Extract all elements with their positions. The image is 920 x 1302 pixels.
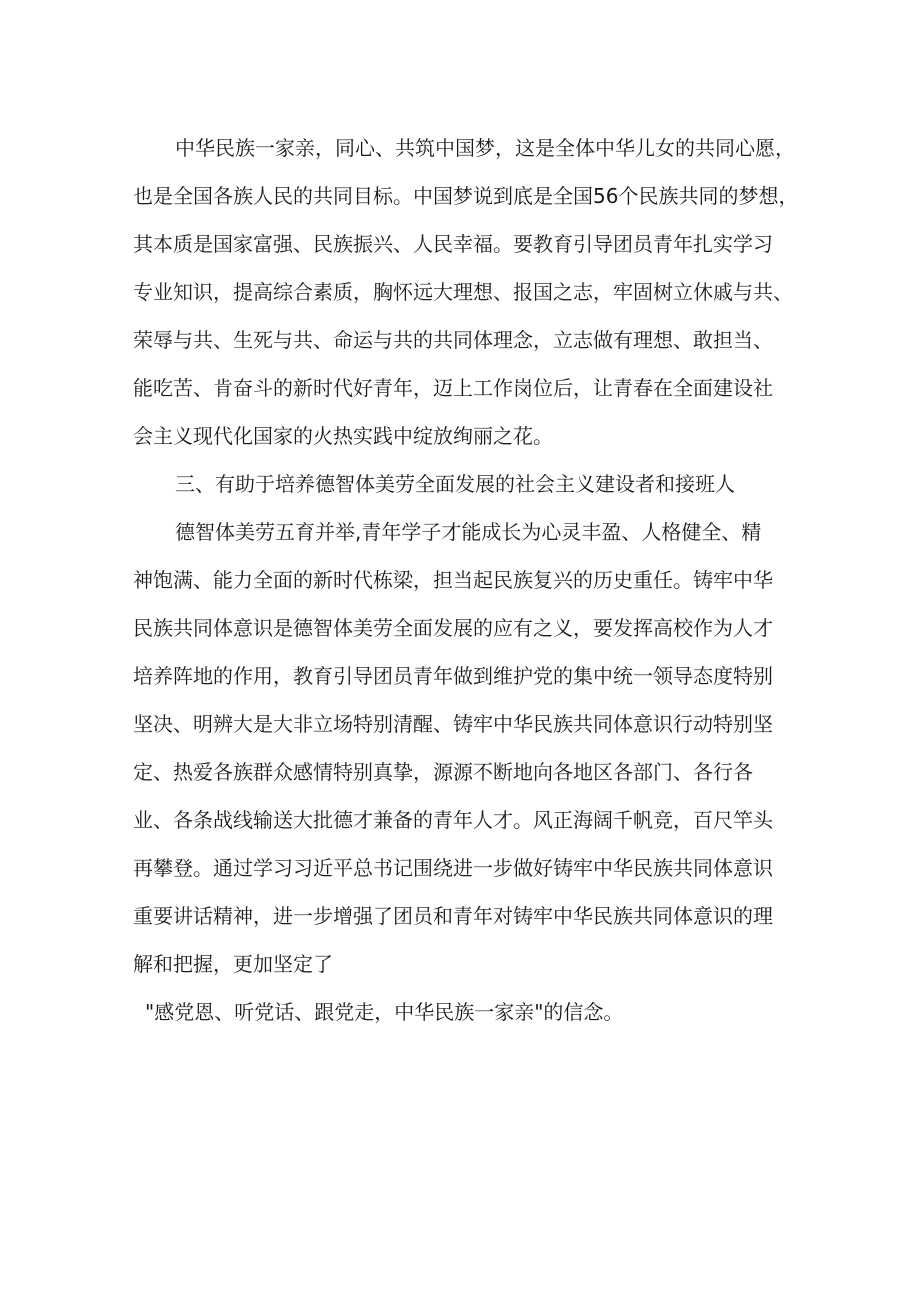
paragraph-2-line-6: 定、热爱各族群众感情特别真挚，源源不断地向各地区各部门、各行各: [133, 760, 753, 784]
paragraph-2-line-1: 德智体美劳五育并举,青年学子才能成长为心灵丰盈、人格健全、精: [175, 520, 762, 544]
section-heading: 三、有助于培养德智体美劳全面发展的社会主义建设者和接班人: [175, 472, 735, 496]
paragraph-2-line-9: 重要讲话精神，进一步增强了团员和青年对铸牢中华民族共同体意识的理: [133, 904, 773, 928]
paragraph-2-line-5: 坚决、明辨大是大非立场特别清醒、铸牢中华民族共同体意识行动特别坚: [133, 712, 773, 736]
paragraph-1-line-1: 中华民族一家亲，同心、共筑中国梦，这是全体中华儿女的共同心愿，: [175, 136, 795, 160]
paragraph-1-line-3: 其本质是国家富强、民族振兴、人民幸福。要教育引导团员青年扎实学习: [133, 232, 773, 256]
paragraph-1-line-5: 荣辱与共、生死与共、命运与共的共同体理念，立志做有理想、敢担当、: [133, 328, 773, 352]
paragraph-2-line-10: 解和把握，更加坚定了: [133, 952, 333, 976]
paragraph-1-line-2: 也是全国各族人民的共同目标。中国梦说到底是全国56个民族共同的梦想，: [133, 184, 799, 208]
paragraph-2-line-7: 业、各条战线输送大批德才兼备的青年人才。风正海阔千帆竞，百尺竿头: [133, 808, 773, 832]
paragraph-2-line-3: 民族共同体意识是德智体美劳全面发展的应有之义，要发挥高校作为人才: [133, 616, 773, 640]
paragraph-2-line-8: 再攀登。通过学习习近平总书记围绕进一步做好铸牢中华民族共同体意识: [133, 856, 773, 880]
paragraph-2-line-4: 培养阵地的作用，教育引导团员青年做到维护党的集中统一领导态度特别: [133, 664, 773, 688]
paragraph-1-line-4: 专业知识，提高综合素质，胸怀远大理想、报国之志，牢固树立休戚与共、: [133, 280, 793, 304]
paragraph-1-line-7: 会主义现代化国家的火热实践中绽放绚丽之花。: [133, 424, 553, 448]
paragraph-1-line-6: 能吃苦、肯奋斗的新时代好青年，迈上工作岗位后，让青春在全面建设社: [133, 376, 773, 400]
paragraph-2-line-11: "感党恩、听党话、跟党走，中华民族一家亲"的信念。: [145, 1000, 624, 1024]
paragraph-2-line-2: 神饱满、能力全面的新时代栋梁，担当起民族复兴的历史重任。铸牢中华: [133, 568, 773, 592]
